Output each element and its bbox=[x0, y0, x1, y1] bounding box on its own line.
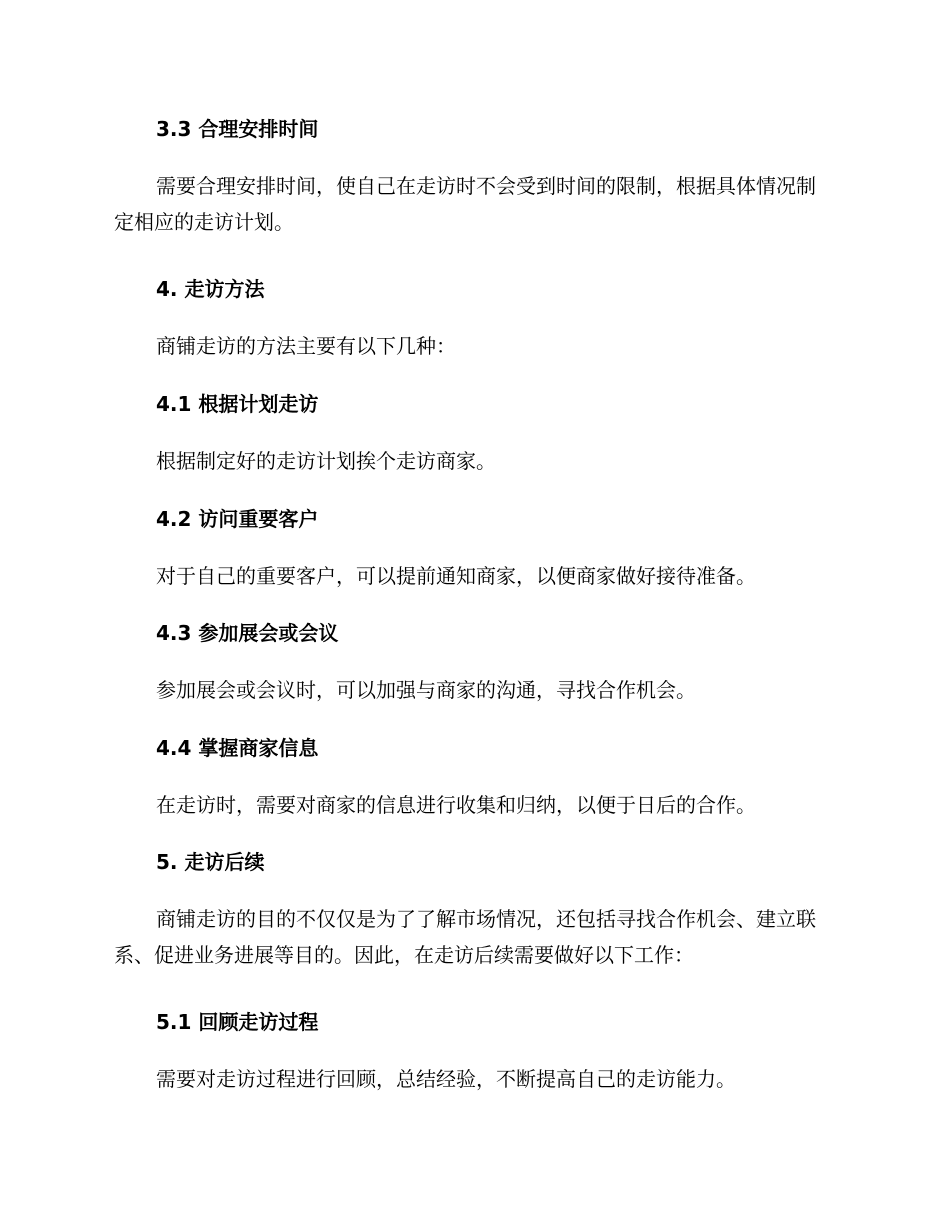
section-paragraph-4: 商铺走访的方法主要有以下几种： bbox=[156, 334, 456, 358]
section-heading-4-2: 4.2 访问重要客户 bbox=[156, 507, 319, 531]
section-paragraph-4-4: 在走访时，需要对商家的信息进行收集和归纳，以便于日后的合作。 bbox=[156, 793, 756, 817]
section-paragraph-4-1: 根据制定好的走访计划挨个走访商家。 bbox=[156, 449, 496, 473]
section-heading-5-1: 5.1 回顾走访过程 bbox=[156, 1010, 319, 1034]
section-heading-4-3: 4.3 参加展会或会议 bbox=[156, 621, 339, 645]
section-heading-3-3: 3.3 合理安排时间 bbox=[156, 117, 319, 141]
section-heading-4-1: 4.1 根据计划走访 bbox=[156, 392, 319, 416]
section-paragraph-3-3: 需要合理安排时间，使自己在走访时不会受到时间的限制，根据具体情况制定相应的走访计划。 bbox=[114, 174, 816, 234]
section-paragraph-5-1: 需要对走访过程进行回顾，总结经验，不断提高自己的走访能力。 bbox=[156, 1067, 736, 1091]
section-paragraph-4-2: 对于自己的重要客户，可以提前通知商家，以便商家做好接待准备。 bbox=[156, 564, 756, 588]
section-paragraph-4-3: 参加展会或会议时，可以加强与商家的沟通，寻找合作机会。 bbox=[156, 678, 696, 702]
section-heading-4: 4. 走访方法 bbox=[156, 277, 265, 301]
section-heading-5: 5. 走访后续 bbox=[156, 850, 265, 874]
section-paragraph-5: 商铺走访的目的不仅仅是为了了解市场情况，还包括寻找合作机会、建立联系、促进业务进展等目的。因此，在走访后续需要做好以下工作： bbox=[114, 907, 816, 967]
section-heading-4-4: 4.4 掌握商家信息 bbox=[156, 736, 319, 760]
